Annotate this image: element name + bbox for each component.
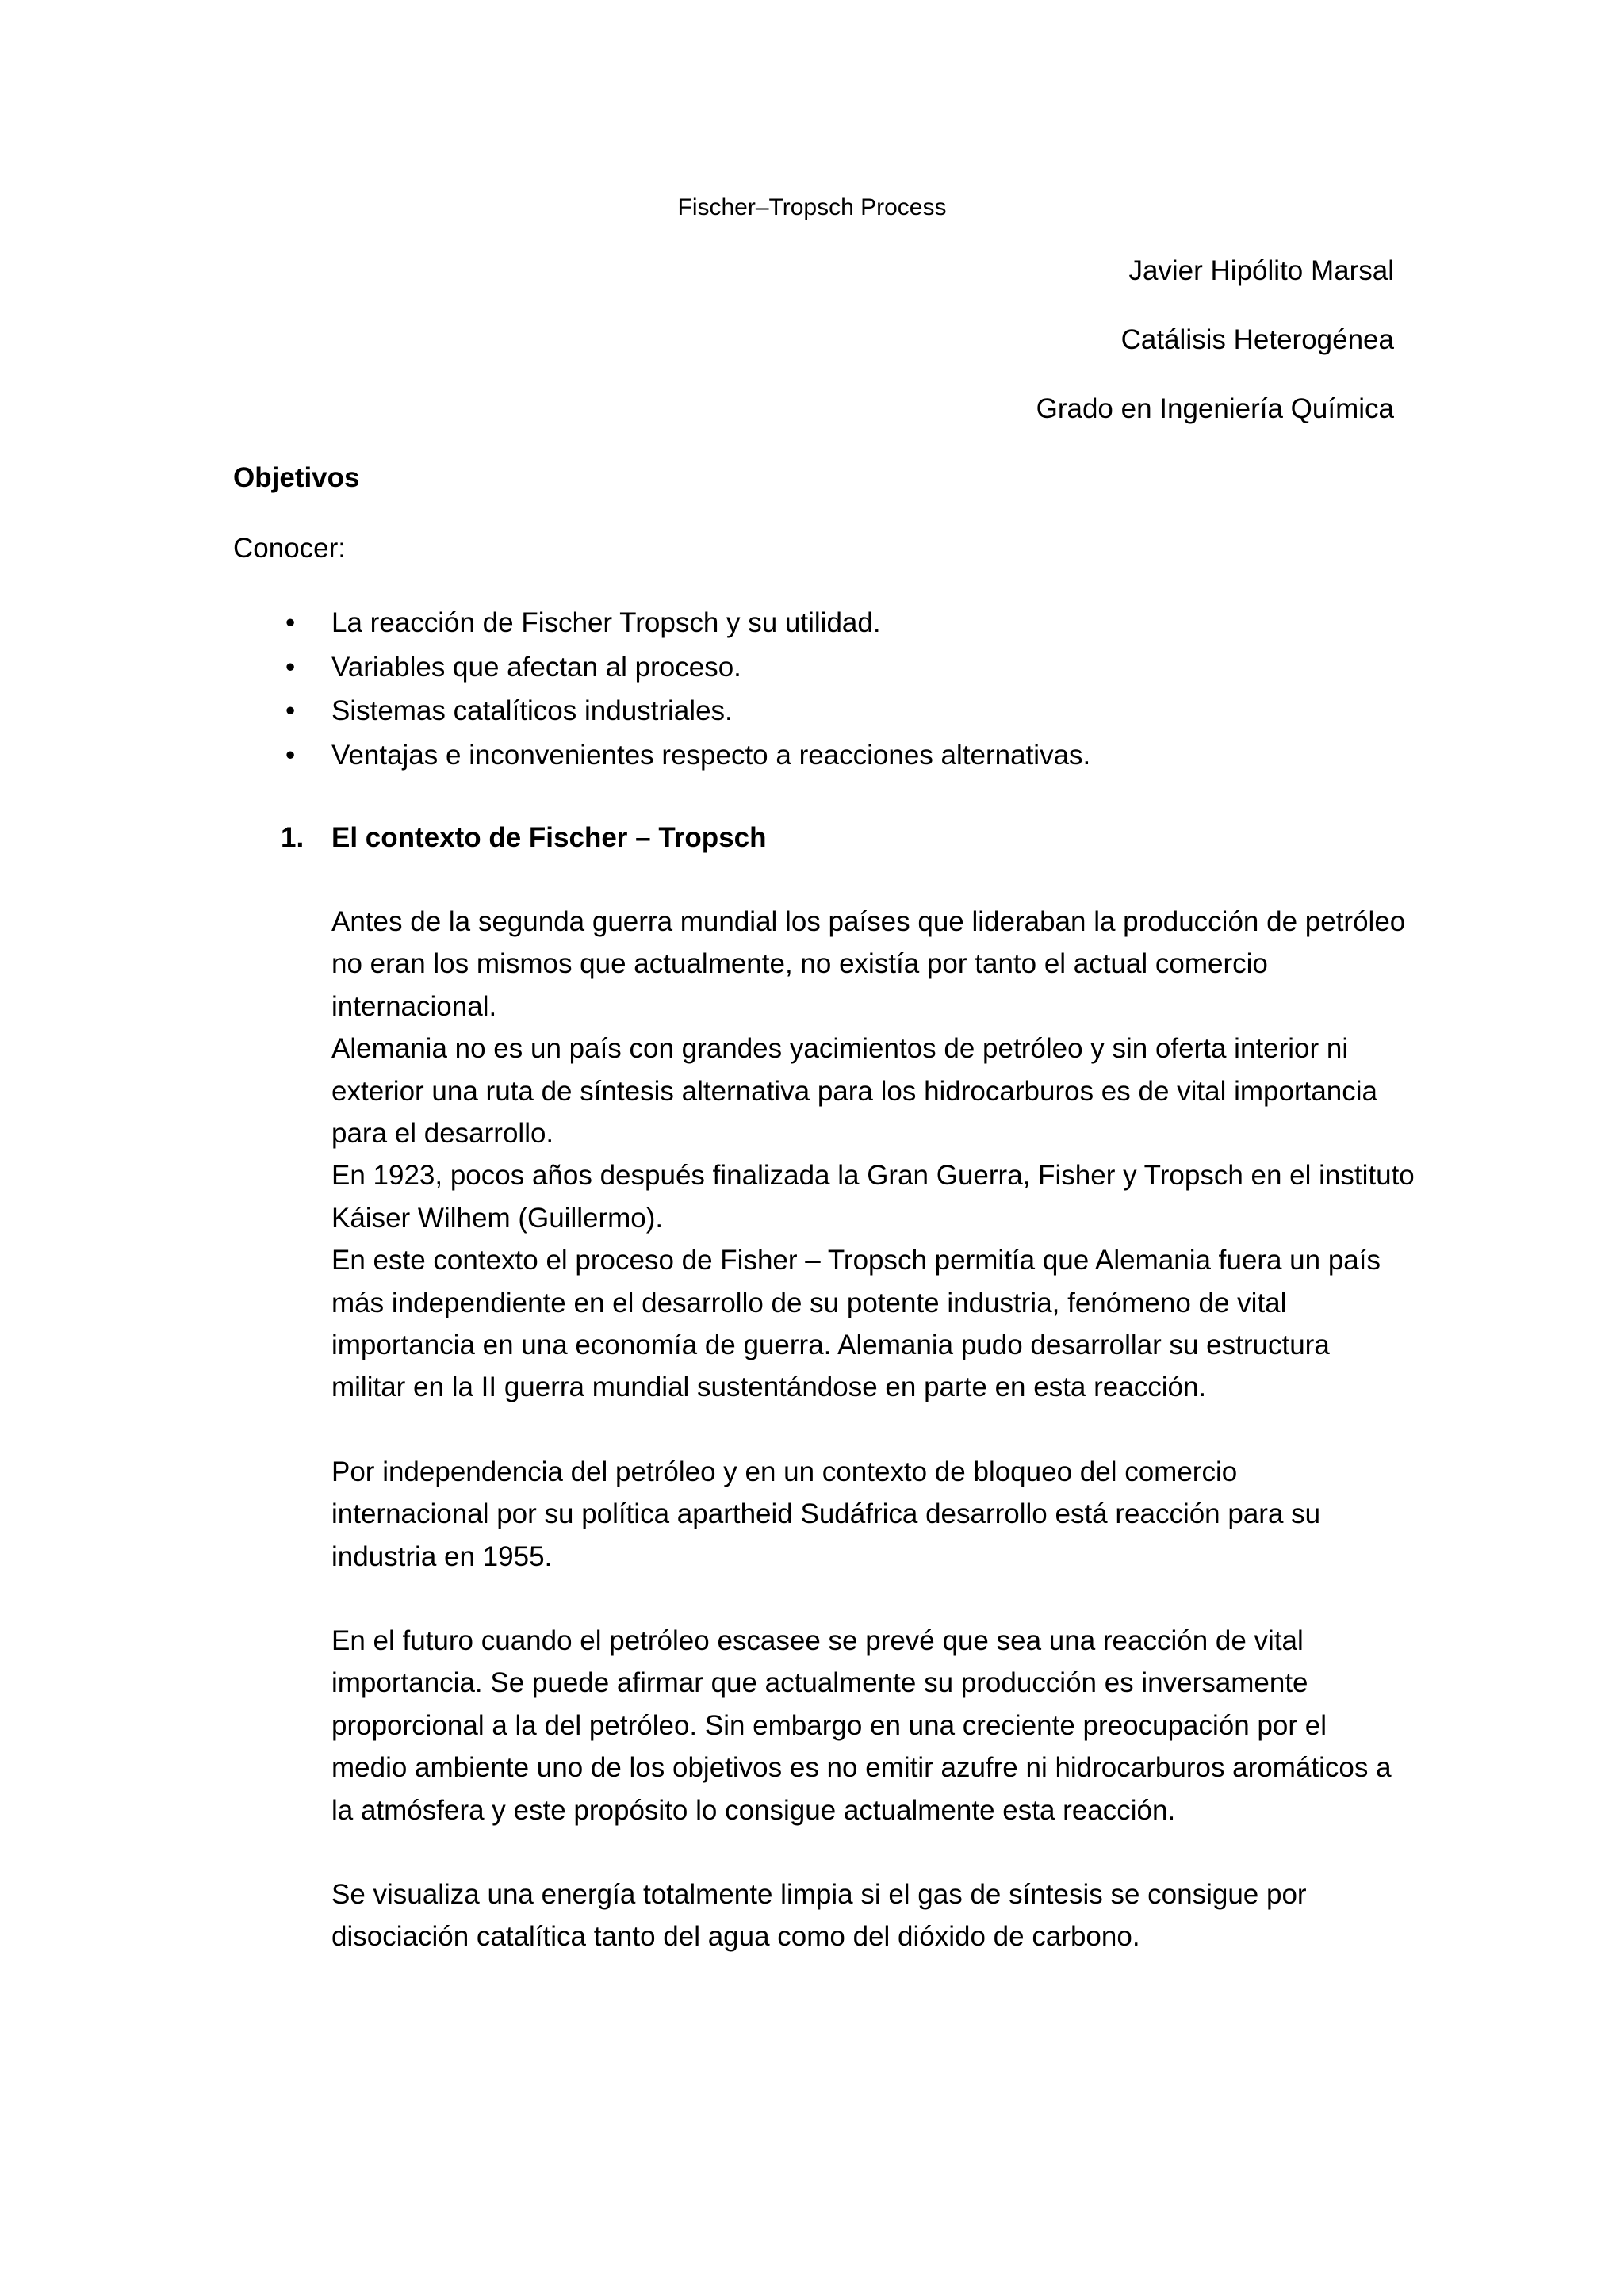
- bullet-icon: •: [285, 607, 296, 638]
- paragraph-line: no eran los mismos que actualmente, no existía por tanto el actual comercio: [331, 948, 1268, 980]
- objectives-heading: Objetivos: [233, 462, 360, 493]
- bullet-icon: •: [285, 739, 296, 771]
- paragraph-line: la atmósfera y este propósito lo consigue actualmente esta reacción.: [331, 1794, 1176, 1826]
- paragraph-line: exterior una ruta de síntesis alternativa para los hidrocarburos es de vital importancia: [331, 1075, 1378, 1107]
- list-item-text: Sistemas catalíticos industriales.: [331, 695, 733, 726]
- degree-name: Grado en Ingeniería Química: [1036, 393, 1394, 424]
- list-item: [233, 733, 1090, 778]
- paragraph-line: internacional.: [331, 990, 497, 1022]
- document-title: Fischer–Tropsch Process: [677, 194, 947, 220]
- section-number: 1.: [281, 822, 304, 853]
- paragraph-line: medio ambiente uno de los objetivos es no emitir azufre ni hidrocarburos aromáticos a: [331, 1752, 1392, 1784]
- paragraph-line: disociación catalítica tanto del agua como del dióxido de carbono.: [331, 1921, 1140, 1953]
- list-item: [233, 601, 1090, 645]
- paragraph-line: Káiser Wilhem (Guillermo).: [331, 1202, 664, 1234]
- objectives-intro: Conocer:: [233, 533, 347, 564]
- objectives-list: [233, 601, 1090, 777]
- paragraph-line: proporcional a la del petróleo. Sin embargo en una creciente preocupación por el: [331, 1709, 1327, 1741]
- author-name: Javier Hipólito Marsal: [1128, 255, 1394, 286]
- section-title: El contexto de Fischer – Tropsch: [331, 822, 767, 853]
- paragraph-line: para el desarrollo.: [331, 1118, 554, 1150]
- bullet-icon: •: [285, 695, 296, 726]
- course-name: Catálisis Heterogénea: [1120, 324, 1394, 355]
- list-item-text: Ventajas e inconvenientes respecto a reacciones alternativas.: [331, 739, 1091, 771]
- bullet-icon: •: [285, 651, 296, 683]
- paragraph-line: En el futuro cuando el petróleo escasee se prevé que sea una reacción de vital: [331, 1625, 1304, 1656]
- paragraph-line: más independiente en el desarrollo de su potente industria, fenómeno de vital: [331, 1287, 1287, 1318]
- paragraph-future: [331, 1620, 1398, 1831]
- section-heading: [233, 821, 766, 855]
- paragraph-line: importancia en una economía de guerra. Alemania pudo desarrollar su estructura: [331, 1330, 1330, 1361]
- list-item-text: Variables que afectan al proceso.: [331, 651, 741, 683]
- paragraph-context: [331, 901, 1415, 1409]
- paragraph-line: industria en 1955.: [331, 1540, 553, 1572]
- paragraph-clean-energy: [331, 1873, 1398, 1958]
- paragraph-line: En este contexto el proceso de Fisher – Tropsch permitía que Alemania fuera un país: [331, 1245, 1381, 1276]
- paragraph-line: En 1923, pocos años después finalizada la Gran Guerra, Fisher y Tropsch en el instituto: [331, 1160, 1415, 1192]
- paragraph-line: importancia. Se puede afirmar que actualmente su producción es inversamente: [331, 1667, 1308, 1699]
- paragraph-line: militar en la II guerra mundial sustentándose en parte en esta reacción.: [331, 1372, 1207, 1403]
- paragraph-line: Antes de la segunda guerra mundial los países que lideraban la producción de petróleo: [331, 906, 1406, 937]
- paragraph-line: Por independencia del petróleo y en un contexto de bloqueo del comercio: [331, 1456, 1238, 1487]
- paragraph-south-africa: [331, 1451, 1398, 1578]
- paragraph-line: Alemania no es un país con grandes yacimientos de petróleo y sin oferta interior ni: [331, 1033, 1349, 1065]
- list-item: [233, 689, 1090, 733]
- list-item: [233, 645, 1090, 690]
- list-item-text: La reacción de Fischer Tropsch y su utilidad.: [331, 607, 881, 638]
- paragraph-line: internacional por su política apartheid Sudáfrica desarrollo está reacción para su: [331, 1498, 1321, 1530]
- paragraph-line: Se visualiza una energía totalmente limpia si el gas de síntesis se consigue por: [331, 1879, 1307, 1910]
